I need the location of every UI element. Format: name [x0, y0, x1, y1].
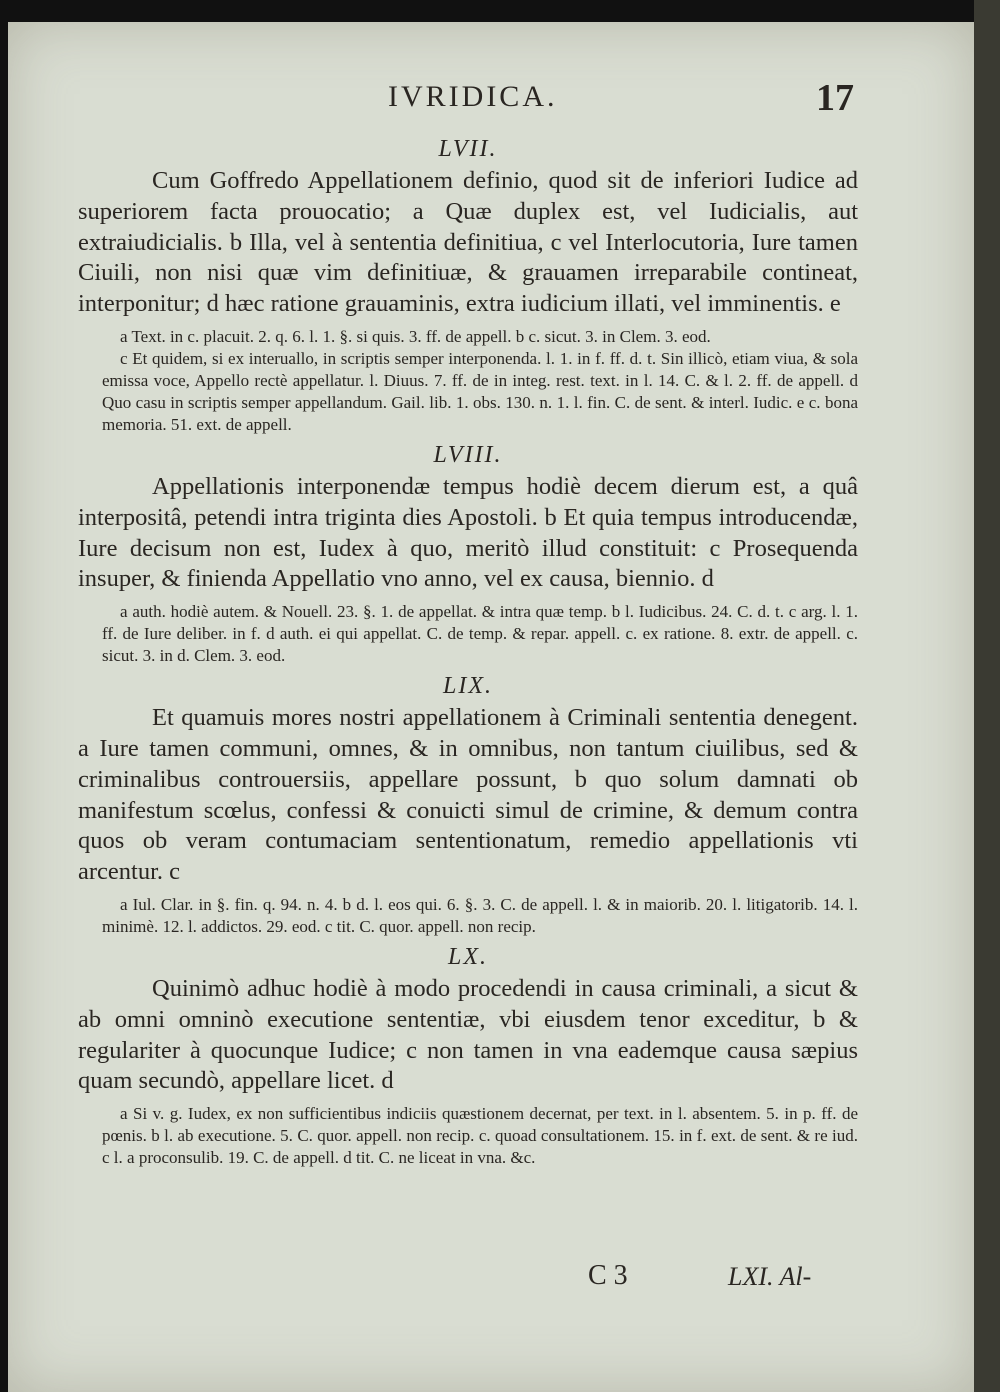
footnote: c Et quidem, si ex interuallo, in scriptis semper interponenda. l. 1. in f. ff. d. t. Sin illicò, etiam viua, & sola emissa voce, Appello rectè appellatur. l. Diuus. 7. ff. de in integ. rest. text. in l. 14. C. & l. 2. ff. de appell. d Quo casu in scriptis semper appellandum. Gail. lib. 1. obs. 130. n. 1. l. fin. C. de sent. & interl. Iudic. e c. bona memoria. 51. ext. de appell. — [102, 348, 858, 434]
section-lvii — [78, 134, 858, 436]
footnotes — [78, 601, 858, 667]
footnote: a auth. hodiè autem. & Nouell. 23. §. 1. de appellat. & intra quæ temp. b l. Iudicibus. 24. C. d. t. c arg. l. 1. ff. de Iure deliber. in f. d auth. ei qui appellat. C. de temp. & repar. appell. c. ex ratione. 8. extr. de appell. c. sicut. 3. in d. Clem. 3. eod. — [102, 602, 858, 666]
section-lx — [78, 942, 858, 1169]
section-text: Appellationis interponendæ tempus hodiè decem dierum est, a quâ interpositâ, petendi intra triginta dies Apostoli. b Et quia tempus introducendæ, Iure decisum non est, Iudex à quo, meritò illud constituit: c Prosequenda insuper, & finienda Appellatio vno anno, vel ex causa, biennio. d — [78, 472, 858, 593]
running-title: IVRIDICA. — [388, 80, 558, 113]
section-heading: LVIII. — [433, 441, 503, 468]
section-heading: LVII. — [438, 136, 498, 162]
footnotes — [78, 894, 858, 938]
section-heading: LX. — [447, 943, 488, 970]
catchword: LXI. Al- — [728, 1262, 812, 1291]
section-lviii — [78, 440, 858, 667]
section-heading: LIX. — [443, 673, 493, 700]
page-header — [8, 74, 974, 122]
footnotes — [78, 1103, 858, 1169]
page-body — [78, 130, 858, 1173]
book-page — [8, 22, 974, 1392]
footnotes — [78, 326, 858, 436]
signature-mark: C 3 — [588, 1260, 628, 1291]
scan-edge — [974, 0, 1000, 1392]
section-lix — [78, 671, 858, 938]
section-text: Quinimò adhuc hodiè à modo procedendi in causa criminali, a sicut & ab omni omninò executione sententiæ, vbi eiusdem tenor exceditur, b & regulariter à quocunque Iudice; c non tamen in vna eademque causa sæpius quam secundò, appellare licet. d — [78, 974, 858, 1095]
footnote: a Text. in c. placuit. 2. q. 6. l. 1. §. si quis. 3. ff. de appell. b c. sicut. 3. in Clem. 3. eod. — [120, 326, 711, 346]
page-footer — [8, 1254, 974, 1304]
footnote: a Si v. g. Iudex, ex non sufficientibus indiciis quæstionem decernat, per text. in l. absentem. 5. in p. ff. de pœnis. b l. ab executione. 5. C. quor. appell. non recip. c. quoad consultationem. 15. in f. ext. de sent. & re iud. c l. a proconsulib. 19. C. de appell. d tit. C. ne liceat in vna. &c. — [102, 1104, 858, 1168]
footnote: a Iul. Clar. in §. fin. q. 94. n. 4. b d. l. eos qui. 6. §. 3. C. de appell. l. & in maiorib. 20. l. litigatorib. 14. l. minimè. 12. l. addictos. 29. eod. c tit. C. quor. appell. non recip. — [102, 894, 858, 936]
section-text: Cum Goffredo Appellationem definio, quod sit de inferiori Iudice ad superiorem facta prouocatio; a Quæ duplex est, vel Iudicialis, aut extraiudicialis. b Illa, vel à sententia definitiua, c vel Interlocutoria, Iure tamen Ciuili, non nisi quæ vim definitiuæ, & grauamen irreparabile contineat, interponitur; d hæc ratione grauaminis, extra iudicium illati, vel imminentis. e — [78, 167, 858, 318]
section-text: Et quamuis mores nostri appellationem à Criminali sententia denegent. a Iure tamen communi, omnes, & in omnibus, non tantum ciuilibus, sed & criminalibus controuersiis, appellare possunt, b quo solum damnati ob manifestum scœlus, confessi & conuicti simul de crimine, & demum contra quos ob veram contumaciam sententionatum, remedio appellationis vti arcentur. c — [78, 704, 858, 886]
page-number: 17 — [816, 77, 854, 119]
